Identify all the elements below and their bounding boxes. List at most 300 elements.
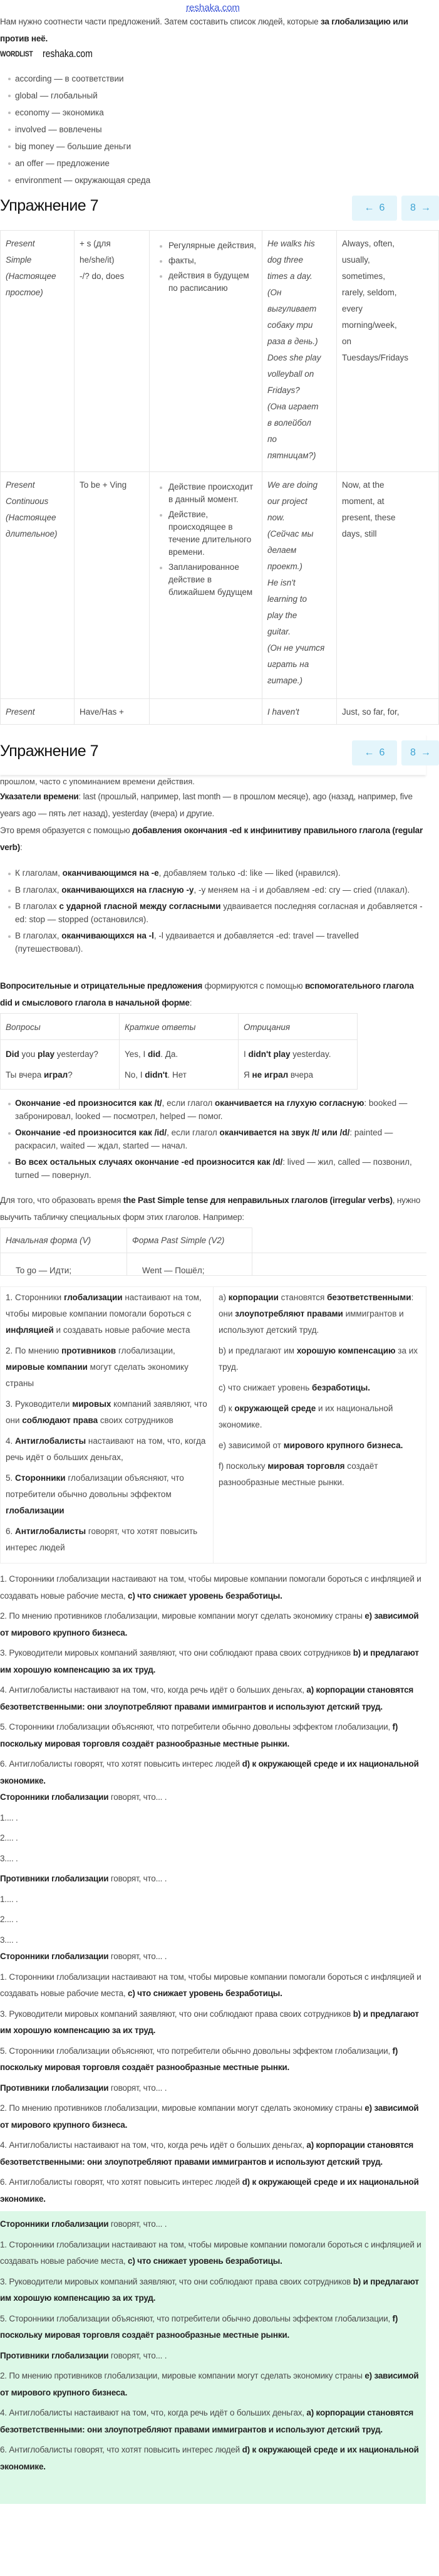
text: глобализации объясняют, что потребители обычно довольны эффектом <box>6 1473 184 1499</box>
arrow-left-icon: ← <box>364 747 374 758</box>
table-row <box>1 231 439 472</box>
cell-line: играть на <box>267 660 309 669</box>
bold-text: Противники глобализации <box>0 1874 109 1883</box>
match-item <box>6 1290 208 1338</box>
cell-name <box>1 231 75 472</box>
text: говорят, что... . <box>108 1952 167 1961</box>
cut-text-line: прошлом, часто с упоминанием времени действия. <box>0 777 195 786</box>
text: настаивают на том, что, когда речь идёт о больших деньгах, <box>6 1436 206 1462</box>
table-cell <box>125 1065 233 1085</box>
cell-line: длительное) <box>6 529 58 539</box>
rule-item <box>0 867 426 880</box>
prev-exercise-button[interactable]: ← 6 <box>352 196 397 221</box>
pronunciation-rules <box>0 1097 426 1185</box>
text: В глаголах <box>15 902 59 911</box>
bold-text: b) и предлагают им хорошую компенсацию за их труд. <box>0 2276 419 2303</box>
text: К глаголам, <box>15 868 63 878</box>
pronunciation-item <box>0 1156 426 1182</box>
sticky-exercise-header <box>0 733 431 775</box>
answer <box>0 2237 426 2270</box>
cell-line: пятницам?) <box>267 451 316 460</box>
bold-text: не играл <box>252 1070 289 1080</box>
cell-examples <box>262 472 337 699</box>
rule-item <box>0 884 426 897</box>
wordlist-item: global — глобальный <box>0 87 426 104</box>
text: : lived — жил, called — позвонил, turned — повернул. <box>15 1157 412 1180</box>
cell-line: (Она играет <box>267 402 319 411</box>
cell-line: play the <box>267 611 297 620</box>
cell-formation <box>75 699 150 725</box>
text: 6. Антиглобалисты говорят, что хотят повысить интерес людей <box>0 1759 242 1769</box>
text: становятся <box>278 1293 328 1302</box>
text: глобализации, <box>116 1346 175 1355</box>
cell-line: We are doing <box>267 480 318 490</box>
bold-text: Сторонники глобализации <box>0 2219 109 2229</box>
text: В глаголах, <box>15 931 62 940</box>
table-cell <box>6 1044 114 1065</box>
bold-text: Сторонники глобализации <box>0 1952 109 1961</box>
usage-item: действия в будущем по расписанию <box>155 270 257 295</box>
text: за их труд. <box>219 1346 418 1372</box>
cell-line: Does she play <box>267 353 321 362</box>
cell-line: dog three <box>267 255 304 265</box>
bold-text: e) зависимой от мирового крупного бизнеса. <box>0 2103 419 2130</box>
matching-and-answers <box>0 1286 426 2504</box>
bold-text: за глобализацию или против неё. <box>0 17 408 43</box>
match-item <box>219 1343 421 1375</box>
bold-text: а) корпорации становятся безответственными: они злоупотребляют правами иммигрантов и используют детский труд. <box>0 2140 414 2167</box>
con-heading <box>0 1871 426 1888</box>
cell-usage <box>150 231 262 472</box>
text: f) поскольку <box>219 1461 268 1471</box>
text: , -y меняем на -i и добавляем -ed: cry — cried (плакал). <box>194 885 410 895</box>
text: you <box>19 1049 38 1059</box>
text: : <box>20 842 23 852</box>
bold-text: play <box>38 1049 55 1059</box>
text: говорят, что... . <box>108 2083 167 2093</box>
text: 5. Сторонники глобализации объясняют, что потребители обычно довольны эффектом глобализации, <box>0 1722 393 1732</box>
bold-text: с) что снижает уровень безработицы. <box>128 1989 282 1998</box>
wordlist <box>0 70 426 189</box>
bold-text: а) корпорации становятся безответственными: они злоупотребляют правами иммигрантов и используют детский труд. <box>0 1685 414 1711</box>
text: говорят, что... . <box>108 1792 167 1802</box>
text: 2. По мнению <box>6 1346 62 1355</box>
text: ? <box>68 1070 73 1080</box>
bold-text: окружающей среде <box>234 1404 316 1413</box>
cell-line: He walks his <box>267 239 315 248</box>
text: Ты вчера <box>6 1070 44 1080</box>
cell-formation <box>75 472 150 699</box>
text: 4. Антиглобалисты настаивают на том, что, когда речь идёт о больших деньгах, <box>0 1685 307 1695</box>
text: e) зависимой от <box>219 1441 284 1450</box>
text: : painted — раскрасил, waited — ждал, started — начал. <box>15 1128 393 1150</box>
cell-examples <box>262 231 337 472</box>
usage-item: Регулярные действия, <box>155 239 257 252</box>
left-column <box>1 1287 214 1564</box>
cell-line: выгуливает <box>267 304 317 313</box>
answer <box>0 2274 426 2307</box>
bold-text: безработицы. <box>311 1383 371 1392</box>
text: , нужно выучить табличку специальных форм этих глаголов. Например: <box>0 1196 421 1222</box>
cell-markers <box>337 231 439 472</box>
irregular-intro <box>0 1192 426 1226</box>
bold-text: b) и предлагают им хорошую компенсацию за их труд. <box>0 2009 419 2035</box>
text: , если глагол <box>162 1098 215 1108</box>
text: вчера <box>288 1070 314 1080</box>
cell-usage <box>150 472 262 699</box>
match-item <box>6 1396 208 1429</box>
cell-line: days, still <box>342 529 377 539</box>
text: , если глагол <box>167 1128 220 1137</box>
answer <box>0 2006 426 2039</box>
bold-text: соблюдают права <box>22 1416 98 1425</box>
cell-line: sometimes, <box>342 271 386 281</box>
cell-line: + s (для <box>80 239 111 248</box>
answer-highlight <box>0 2211 426 2504</box>
bold-text: а) корпорации становятся безответственными: они злоупотребляют правами иммигрантов и используют детский труд. <box>0 2408 414 2434</box>
column-header: Вопросы <box>1 1014 120 1040</box>
answer <box>0 2137 426 2170</box>
qa-table <box>0 1013 358 1090</box>
answer <box>0 1571 426 1604</box>
match-item <box>6 1433 208 1466</box>
cell-line: Always, often, <box>342 239 395 248</box>
bold-text: Противники глобализации <box>0 2350 109 2360</box>
rule-item <box>0 930 426 955</box>
text: c) что снижает уровень <box>219 1383 312 1392</box>
match-item <box>219 1380 421 1396</box>
rule-item <box>0 900 426 926</box>
cell-line: He isn't <box>267 578 296 587</box>
cell-usage <box>150 699 262 725</box>
match-table <box>0 1286 426 1564</box>
cell-line: Continuous <box>6 497 49 506</box>
cell-line: he/she/it) <box>80 255 115 265</box>
bold-text: f) поскольку мировая торговля создаёт разнообразные местные рынки. <box>0 2046 398 2072</box>
bold-text: играл <box>43 1070 68 1080</box>
arrow-right-icon: → <box>420 747 431 758</box>
bold-text: Сторонники глобализации <box>0 1792 109 1802</box>
table-cell <box>244 1065 352 1085</box>
text: говорят, что... . <box>108 2350 167 2360</box>
bold-text: с) что снижает уровень безработицы. <box>128 2256 282 2266</box>
wordlist-item: involved — вовлечены <box>0 121 426 138</box>
cell-examples <box>262 699 337 725</box>
watermark: reshaka.com <box>43 48 93 60</box>
bold-text: инфляцией <box>6 1325 54 1335</box>
table-cell <box>125 1044 233 1065</box>
text: создаёт разнообразные местные рынки. <box>219 1461 378 1487</box>
match-item <box>219 1438 421 1454</box>
irregular-table-wrap <box>0 1228 426 1285</box>
table-cell <box>6 1065 114 1085</box>
column-header: Форма Past Simple (V2) <box>127 1228 252 1253</box>
text: d) к <box>219 1404 235 1413</box>
bold-text: добавления окончания -ed к инфинитиву правильного глагола (regular verb) <box>0 826 423 852</box>
cell-line: now. <box>267 513 285 522</box>
cell-line: -/? do, does <box>80 271 125 281</box>
cell-line: usually, <box>342 255 370 265</box>
site-logo[interactable]: reshaka.com <box>186 3 240 13</box>
text: 6. Антиглобалисты говорят, что хотят повысить интерес людей <box>0 2445 242 2454</box>
blank-item: 1.... . <box>0 1812 18 1822</box>
text: 1. Сторонники глобализации настаивают на том, чтобы мировые компании помогали бороться с инфляцией и создавать новые рабочие места, <box>0 1574 421 1601</box>
next-exercise-button[interactable]: 8 → <box>401 196 439 221</box>
bold-text: глобализации <box>6 1506 65 1515</box>
text: , -l удваивается и добавляется -ed: travel — travelled (путешествовал). <box>15 931 359 954</box>
pronunciation-item <box>0 1127 426 1152</box>
cell-line: Fridays? <box>267 386 300 395</box>
cell-line: гитаре.) <box>267 676 303 685</box>
text: 5. Сторонники глобализации объясняют, что потребители обычно довольны эффектом глобализации, <box>0 2046 393 2056</box>
usage-item: Запланированное действие в ближайшем будущем <box>155 561 257 599</box>
answer <box>0 1645 426 1678</box>
bold-text: f) поскольку мировая торговля создаёт разнообразные местные рынки. <box>0 1722 398 1748</box>
text: . Нет <box>167 1070 187 1080</box>
bold-text: с) что снижает уровень безработицы. <box>128 1590 282 1601</box>
bold-text: Вопросительные и отрицательные предложения <box>0 981 203 991</box>
cell-line: learning to <box>267 594 307 604</box>
answer <box>0 2174 426 2207</box>
cell-line: (Он не учится <box>267 643 325 653</box>
bold-text: вспомогательного глагола did и смыслового глагола в начальной форме <box>0 981 414 1007</box>
match-item <box>219 1458 421 1491</box>
text: 3. Руководители мировых компаний заявляют, что они соблюдают права своих сотрудников <box>0 2276 353 2286</box>
text: 3. Руководители мировых компаний заявляют, что они соблюдают права своих сотрудников <box>0 2009 353 2019</box>
con-heading <box>0 2348 426 2365</box>
cell-line: every <box>342 304 363 313</box>
column-header: Начальная форма (V) <box>1 1228 127 1253</box>
bold-text: глобализации <box>63 1293 123 1302</box>
cell-name <box>1 472 75 699</box>
cell-line: (Он <box>267 288 282 297</box>
bold-text: e) зависимой от мирового крупного бизнеса. <box>0 2371 419 2397</box>
pronunciation-item <box>0 1097 426 1123</box>
text: Я <box>244 1070 252 1080</box>
wordlist-item: environment — окружающая среда <box>0 172 426 189</box>
text: . Да. <box>160 1049 178 1059</box>
answer <box>0 1682 426 1715</box>
text: настаивают на том, чтобы мировые компании помогали бороться с <box>6 1293 202 1318</box>
bold-text: d) к окружающей среде и их национальной экономике. <box>0 2177 419 2204</box>
intro-text <box>0 14 426 47</box>
text: могут сделать экономику страны <box>6 1362 189 1388</box>
bold-text: Окончание -ed произносится как /t/ <box>15 1098 162 1108</box>
cell-line: Have/Has + <box>80 707 124 717</box>
bold-text: Did <box>6 1049 19 1059</box>
bold-text: оканчивающихся на гласную -y <box>61 885 194 895</box>
text: : <box>189 997 192 1007</box>
text: : last (прошлый, например, last month — в прошлом месяце), ago (назад, например, five years ago — пять лет назад), yesterday (вчера) и другие. <box>0 792 413 818</box>
tense-table-wrap <box>0 230 432 732</box>
text: Yes, I <box>125 1049 148 1059</box>
exercise-title: Упражнение 7 <box>0 742 99 760</box>
wordlist-item: big money — большие деньги <box>0 138 426 155</box>
usage-item: факты, <box>155 255 257 267</box>
text: No, I <box>125 1070 145 1080</box>
bold-text: безответственными <box>327 1293 411 1302</box>
text: 3. Руководители мировых компаний заявляют, что они соблюдают права своих сотрудников <box>0 1648 353 1658</box>
text: 6. Антиглобалисты говорят, что хотят повысить интерес людей <box>0 2177 242 2187</box>
tense-table <box>0 230 439 725</box>
bold-text: мировых <box>72 1399 111 1409</box>
text: 3. Руководители <box>6 1399 73 1409</box>
text: 4. <box>6 1436 16 1446</box>
answer <box>0 2442 426 2475</box>
cell-line: Just, so far, for, <box>342 707 400 717</box>
answers-block-1 <box>0 1564 426 2207</box>
bold-text: did <box>148 1049 161 1059</box>
table-row <box>1 472 439 699</box>
match-item <box>6 1523 208 1556</box>
text: 1. Сторонники глобализации настаивают на том, чтобы мировые компании помогали бороться с инфляцией и создавать новые рабочие места, <box>0 1972 421 1998</box>
exercise-title: Упражнение 7 <box>0 197 99 214</box>
bold-text: Сторонники <box>15 1473 66 1483</box>
column-header: Отрицания <box>239 1014 358 1040</box>
text: , добавляем только -d: like — liked (нравился). <box>158 868 341 878</box>
answer <box>0 1756 426 1789</box>
cell-line: To be + Ving <box>80 480 127 490</box>
bold-text: d) к окружающей среде и их национальной экономике. <box>0 1759 419 1785</box>
cell-line: (Настоящее <box>6 271 56 281</box>
cell-line: volleyball on <box>267 369 314 379</box>
bold-text: с ударной гласной между согласными <box>59 902 221 911</box>
cell-markers <box>337 699 439 725</box>
answer <box>0 1608 426 1641</box>
bold-text: оканчивающихся на -l <box>61 931 154 940</box>
cell-line: rarely, seldom, <box>342 288 397 297</box>
cell-formation <box>75 231 150 472</box>
bold-text: злоупотребляют правами <box>235 1309 343 1318</box>
blank-item: 3.... . <box>0 1935 18 1945</box>
text: 2. По мнению противников глобализации, мировые компании могут сделать экономику страны <box>0 1611 365 1621</box>
pro-heading <box>0 1948 426 1965</box>
text: 1. Сторонники глобализации настаивают на том, чтобы мировые компании помогали бороться с инфляцией и создавать новые рабочие места, <box>0 2239 421 2266</box>
blank-item: 1.... . <box>0 1894 18 1904</box>
cell-line: собаку три <box>267 320 313 330</box>
con-heading <box>0 2080 426 2097</box>
text: 4. Антиглобалисты настаивают на том, что, когда речь идёт о больших деньгах, <box>0 2408 307 2417</box>
cell-line: Present <box>6 480 35 490</box>
text: 2. По мнению противников глобализации, мировые компании могут сделать экономику страны <box>0 2371 365 2380</box>
cell-line: простое) <box>6 288 43 297</box>
match-item <box>6 1470 208 1519</box>
cell-line: moment, at <box>342 497 385 506</box>
text: Это время образуется с помощью <box>0 826 133 835</box>
text: 5. Сторонники глобализации объясняют, что потребители обычно довольны эффектом глобализации, <box>0 2313 393 2323</box>
text: 5. <box>6 1473 16 1483</box>
text: иммигрантов и используют детский труд. <box>219 1309 404 1335</box>
cell-line: Present <box>6 239 35 248</box>
irregular-table <box>0 1228 426 1276</box>
blank-item: 2.... . <box>0 1833 18 1843</box>
table-row <box>1 699 439 725</box>
text: удваивается последняя согласная и добавляется -ed: stop — stopped (остановился). <box>15 902 423 924</box>
bold-text: didn't <box>145 1070 168 1080</box>
wordlist-title: WORDLIST <box>0 50 33 58</box>
text: yesterday. <box>290 1049 331 1059</box>
text: говорят, что хотят повысить интерес людей <box>6 1527 198 1552</box>
usage-item: Действие происходит в данный момент. <box>155 481 257 506</box>
cell-line: I haven't <box>267 707 299 717</box>
right-column <box>214 1287 426 1564</box>
bold-text: b) и предлагают им хорошую компенсацию за их труд. <box>0 1648 419 1674</box>
bold-text: Во всех остальных случаях окончание -ed произносится как /d/ <box>15 1157 283 1167</box>
bold-text: оканчивающимся на -e <box>62 868 159 878</box>
prev-exercise-button[interactable]: ← 6 <box>352 740 397 765</box>
table-cell: Went — Пошёл; <box>127 1253 252 1276</box>
table-cell: To go — Идти; <box>1 1253 127 1276</box>
match-item <box>6 1343 208 1392</box>
text: b) и предлагают им <box>219 1346 297 1355</box>
bold-text: мирового крупного бизнеса. <box>283 1441 403 1450</box>
cell-line: Present <box>6 707 35 717</box>
text: Нам нужно соотнести части предложений. Затем составить список людей, которые <box>0 17 321 26</box>
wordlist-item: economy — экономика <box>0 104 426 121</box>
match-item <box>219 1290 421 1338</box>
answer <box>0 2100 426 2133</box>
answer <box>0 2311 426 2344</box>
cell-line: present, these <box>342 513 396 522</box>
next-exercise-button[interactable]: 8 → <box>401 740 439 765</box>
text: В глаголах, <box>15 885 62 895</box>
text: yesterday? <box>54 1049 98 1059</box>
text: 1. Сторонники <box>6 1293 64 1302</box>
text: формируются с помощью <box>202 981 306 991</box>
bold-text: f) поскольку мировая торговля создаёт разнообразные местные рынки. <box>0 2313 398 2340</box>
cell-line: Simple <box>6 255 32 265</box>
answer <box>0 1719 426 1752</box>
bold-text: противников <box>61 1346 116 1355</box>
cell-line: Tuesdays/Fridays <box>342 353 409 362</box>
cell-line: раза в день.) <box>267 337 318 346</box>
cell-line: times a day. <box>267 271 312 281</box>
text: и их национальной экономике. <box>219 1404 393 1429</box>
answer <box>0 2405 426 2438</box>
text: 4. Антиглобалисты настаивают на том, что, когда речь идёт о больших деньгах, <box>0 2140 307 2150</box>
bold-text: Противники глобализации <box>0 2083 109 2093</box>
wordlist-item: according — в соответствии <box>0 70 426 87</box>
pro-heading <box>0 1789 426 1806</box>
bold-text: the Past Simple tense для неправильных глаголов (irregular verbs) <box>123 1196 393 1205</box>
usage-item: Действие, происходящее в течение длительного времени. <box>155 508 257 559</box>
text: 2. По мнению противников глобализации, мировые компании могут сделать экономику страны <box>0 2103 365 2113</box>
bold-text: мировые компании <box>6 1362 88 1372</box>
text: : они <box>219 1293 414 1318</box>
text: Для того, что образовать время <box>0 1196 123 1205</box>
table-cell <box>244 1044 352 1065</box>
text: своих сотрудников <box>98 1416 173 1425</box>
answer <box>0 1969 426 2002</box>
text: говорят, что... . <box>108 1874 167 1883</box>
spelling-rules <box>0 867 426 959</box>
bold-text: Указатели времени <box>0 792 79 801</box>
bold-text: оканчивается на глухую согласную <box>214 1098 364 1108</box>
text: и создавать новые рабочие места <box>53 1325 190 1335</box>
match-item <box>219 1401 421 1433</box>
cell-line: our project <box>267 497 307 506</box>
text: 6. <box>6 1527 16 1536</box>
blank-item: 2.... . <box>0 1915 18 1924</box>
bold-text: оканчивается на звук /t/ или /d/ <box>219 1128 350 1137</box>
bold-text: хорошую компенсацию <box>296 1346 396 1355</box>
arrow-right-icon: → <box>420 202 431 213</box>
blank-item: 3.... . <box>0 1853 18 1863</box>
text: говорят, что... . <box>108 2219 167 2229</box>
column-header: Краткие ответы <box>120 1014 239 1040</box>
exercise-header <box>0 189 431 224</box>
bold-text: Антиглобалисты <box>15 1436 86 1446</box>
